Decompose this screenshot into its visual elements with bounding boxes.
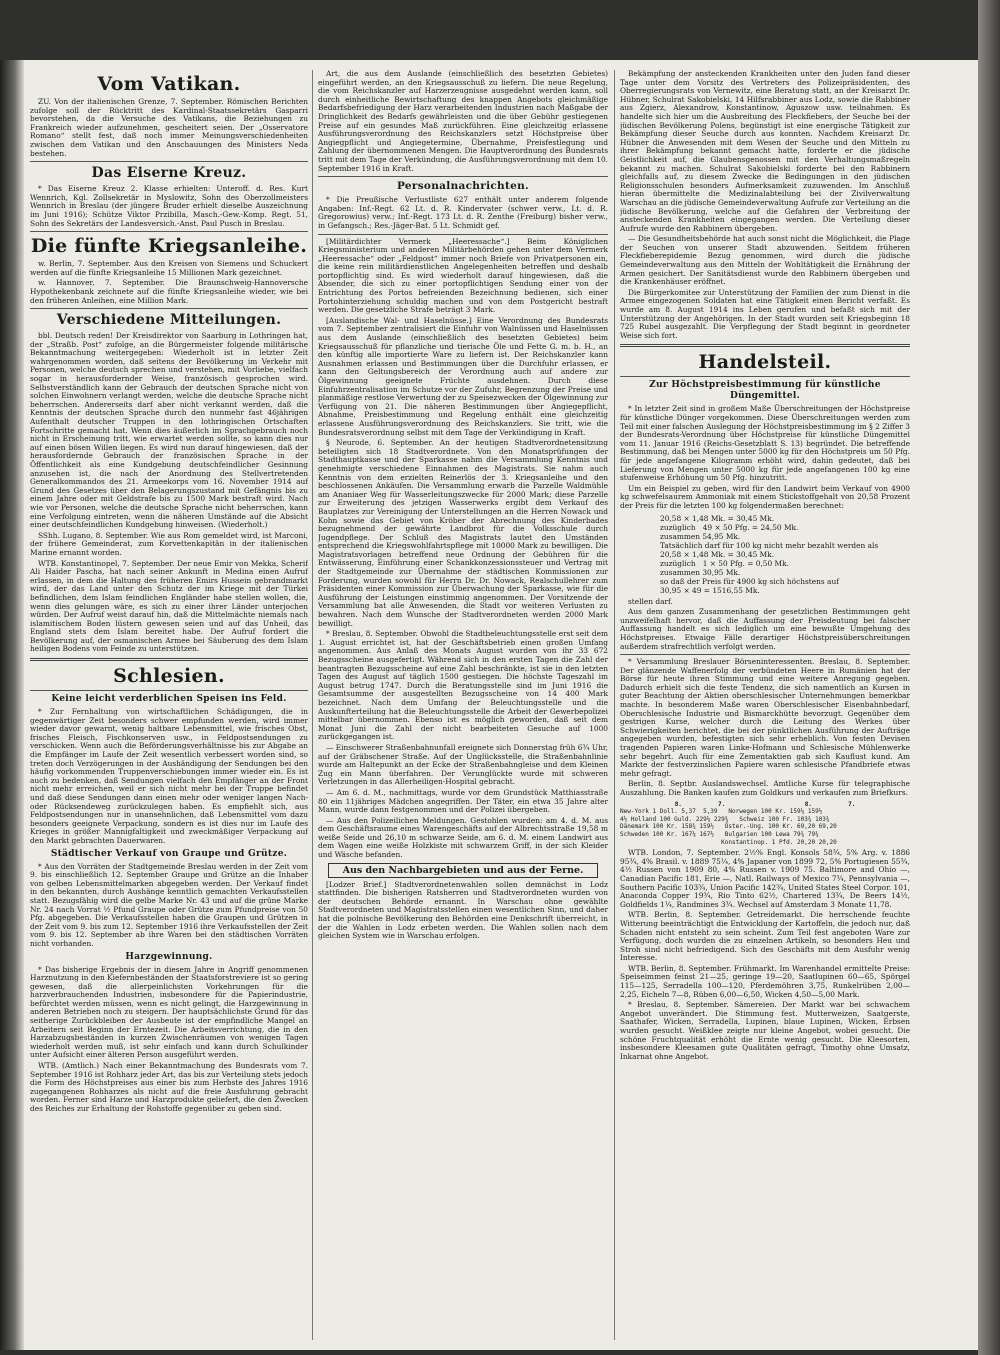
headline-kreuz: Das Eiserne Kreuz. <box>91 165 247 182</box>
column-2 <box>318 70 608 1340</box>
paragraph: * Die Preußische Verlustliste 627 enthält unter anderem folgende Angaben: Inf.-Regt. 62 Lt. d. R. Kindervater (schwer verw., Lt. d. R. Gregorowius) verw.; Inf.-Regt. 173 Lt. d. R. Zenthe (Freiburg) bisher verw., in Gefangsch.; Res.-Jäger-Bat. 5 Lt. Schmidt gef. <box>318 195 608 230</box>
paragraph: * Breslau, 8. September. Obwohl die Stadtbeleuchtungsstelle erst seit dem 1. August errichtet ist, hat der Geschäftsbetrieb einen großen Umfang angenommen. Aus Anlaß des Monats August wurden von ihr 33 672 Bezugsscheine ausgefertigt. Während sich in den ersten Tagen die Zahl der beantragten Bezugsscheine auf eine Zahl beschränkte, ist sie in den letzten Tagen des August auf täglich 1500 gestiegen. Die höchste Tageszahl im August betrug 1747. Durch die Beratungsstelle sind im Juni 1916 die Gesamtsumme der ausgestellten Bezugsscheine von 14 400 Mark bezeichnet. Nach dem Umfang der Beleuchtungsstelle und die Auskunfterteilung hat die Beleuchtungsstelle die Arbeit der Gewerbepolizei mittelbar übernommen. Ebenso ist es möglich geworden, daß seit dem Monat Juni die Zahl der nicht bearbeiteten Gesuche auf 1000 zurückgegangen ist. <box>318 629 608 742</box>
paragraph: Aus dem ganzen Zusammenhang der gesetzlichen Bestimmungen geht unzweifelhaft hervor, daß die Auffassung der Preisdeutung bei falscher Auffassung handelt es sich lediglich um eine bewußte Umgehung des Höchstpreises. Etwaige Fälle derartiger Höchstpreisüberschreitungen außerdem strafrechtlich verfolgt werden. <box>620 607 910 651</box>
paragraph: WTB. Berlin, 8. September. Frühmarkt. Im Warenhandel ermittelte Preise: Speiseimmen feinst 21—25, geringe 19—20, Saatlupinen 60—65, Spörgel 115—125, Serradella 100—120, Pferdemöhren 3,75, Runkelrüben 2,00—2,25, Eicheln 7—8, Rüben 6,00—6,50, Wicken 4,50—5,00 Mark. <box>620 963 910 999</box>
headline-schlesien: Schlesien. <box>113 665 225 688</box>
paragraph: — Einschwerer Straßenbahnunfall ereignete sich Donnerstag früh 6¾ Uhr, auf der Gräbschener Straße. Auf der Unglücksstelle, die Straßenbahnlinie wurde am Haltepunkt an der Ecke der Straßenbahngleise und dem Kleinen Zug ein Mann überfahren. Der Verunglückte wurde mit schweren Verletzungen in das Allerheiligen-Hospital gebracht. <box>318 742 608 787</box>
column-rule <box>312 70 313 1340</box>
calc-line: so daß der Preis für 4900 kg sich höchstens auf <box>660 576 839 586</box>
table-row: New-York 1 Doll. 5,37 5,39 Norwegen 100 Kr. 159¼ 159½ <box>620 808 823 816</box>
divider <box>620 654 910 655</box>
paragraph: * Aus den Vorräten der Stadtgemeinde Breslau werden in der Zeit vom 9. bis einschließlich 12. September Graupe und Grütze an die Inhaber von gelben Lebensmittelmarken abgegeben werden. Der Verkauf findet in den bekannten, durch Aushänge kenntlich gemachten Verkaufsstellen statt. Bezugsfähig wird die gelbe Marke Nr. 43 und auf die grüne Marke Nr. 24 nach Vorrat ½ Pfund Graupe oder Grütze zum Pfundpreise von 50 Pfg. abgegeben. Die Verkaufsstellen haben die Graupen und Grützen in der Zeit vom 9. bis zum 12. September 1916 ihre Verkaufsstellen der Zeit vom 9. bis 12. September ab ihre Waren bei den städtischen Vorräten nicht vorhanden. <box>30 861 308 948</box>
paragraph: * Versammlung Breslauer Börseninteressenten. Breslau, 8. September. Der glänzende Waffenerfolg der verbündeten Heere in Rumänien hat der Börse für heute ihren Stimmung und eine weitere Anregung gegeben. Dadurch erhielt sich die feste Tendenz, die sich namentlich an Kursen in guter Beachtung der Aktien oberschlesischer Unternehmungen bemerkbar machte. In besonderem Maße waren Oberschlesischer Eisenbahnbedarf, Oberschlesische Industrie und Bismarckhütte bevorzugt. Gegenüber dem gestrigen Kurse, welcher durch die Leitung des Werkes über Schwierigkeiten berichtet, die bei der pünktlichen Ausführung der Aufträge angegeben wurden, befestigten sich sehr erheblich. Von festen Devisen tragenden Papieren waren Linke-Hofmann und Schlesische Mühlenwerke sehr begehrt. Auch für eine Zementaktien gab sich Kauflust kund. Am Markte der festverzinslichen Papiere waren schlesische Pfandbriefe etwas mehr gefragt. <box>620 657 910 778</box>
paragraph: stellen darf. <box>628 596 673 606</box>
divider <box>318 234 608 235</box>
paragraph: * Breslau, 8. September. Sämereien. Der Markt war bei schwachem Angebot unverändert. Die Stimmung fest. Mutterweizen, Saatgerste, Saathafer, Wicken, Serradella, Lupinen, blaue Lupinen, Wicken, Erbsen wurden gesucht. Weißklee zeigte nur kleine Angebot, wobei gesucht. Die schöne Fruchtqualität erhöht die Ernte wenig gesucht. Die Kleesorten, insbesondere Kleesamen gute Qualitäten gefragt, Timothy ohne Umsatz, Inkarnat ohne Angebot. <box>620 1000 910 1061</box>
paragraph: ZU. Von der italienischen Grenze, 7. September. Römischen Berichten zufolge soll der Rücktritt des Kardinal-Staatssekretärs Gasparri bevorstehen, da die Versuche des Vatikans, die Beziehungen zu Frankreich wieder aufzunehmen, gescheitert seien. Der „Osservatore Romano“ stellt fest, daß noch immer Meinungsverschiedenheiten zwischen dem Vatikan und den Anschauungen des Ministers Neda bestehen. <box>30 97 308 158</box>
headline-ausland: Aus den Nachbargebieten und aus der Ferne. <box>328 863 598 878</box>
divider <box>318 176 608 177</box>
column-rule <box>614 70 615 1340</box>
headline-anleihe: Die fünfte Kriegsanleihe. <box>30 235 308 258</box>
page-binding-shadow <box>0 60 24 1350</box>
calc-line: 20,58 × 1,48 Mk. = 30,45 Mk. <box>660 549 775 559</box>
subheadline: Harzgewinnung. <box>125 951 213 962</box>
paragraph: * Das bisherige Ergebnis der in diesem Jahre in Angriff genommenen Harznutzung in den Kiefernbeständen der Staatsforstreviere ist so gering gewesen, daß die allerpeinlichsten Vorkehrungen für die harzverbrauchenden Industrien, insbesondere für die Papierindustrie, befürchtet werden müssen, wenn es nicht gelingt, die Harzgewinnung in anderen Betrieben noch zu steigern. Der hauptsächlichste Grund für das seitherige Zurückbleiben der Ausbeute ist der empfindliche Mangel an Arbeitern seit Beginn der Erntezeit. Die Arbeitsverrichtung, die in den Harzabzugsbeständen in kurzen Zwischenräumen von wenigen Tagen wiederholt werden muß, ist sehr einfach und kann durch Schulkinder unter Aufsicht einer älteren Person ausgeführt werden. <box>30 964 308 1060</box>
calc-line: zuzüglich 49 × 50 Pfg. = 24,50 Mk. <box>660 522 799 532</box>
headline-mitteilungen: Verschiedene Mitteilungen. <box>56 312 282 329</box>
paragraph: [Lodzer Brief.] Stadtverordnetenwahlen sollen demnächst in Lodz stattfinden. Die bisherigen Ratsherren und Stadtverordneten wurden von der deutschen Behörde ernannt. In Warschau ohne gewählte Stadtverordneten und Magistratsstellen einen wesentlichen Sinn, und daher hat die polnische Bevölkerung den Behörden eine Denkschrift überreicht, in der die Wahlen in Lodz erbeten werden. Die Wahlen sollen nach dem gleichen System wie in Warschau erfolgen. <box>318 879 608 941</box>
divider <box>620 344 910 347</box>
paragraph: [Auslandische Wal- und Haselnüsse.] Eine Verordnung des Bundesrats vom 7. September zentralisiert die Einfuhr von Walnüssen und Haselnüssen aus dem Auslande (einschließlich des besetzten Gebietes) beim Kriegsausschuß für pflanzliche und tierische Öle und Fette G. m. b. H., an den künftig alle importierte Ware zu liefern ist. Der Reichskanzler kann Ausnahmen erlassen und Bestimmungen über die Durchfuhr erlassen, er kann den Geltungsbereich der Verordnung auch auf andere zur Ölgewinnung geeignete Früchte ausdehnen. Durch diese Einfuhrzentralisation im Schutze vor der Zufuhr, Begrenzung der Preise und planmäßige restlose Verwertung der zu Speisezwecken der Ölgewinnung zur Verfügung von 21. Die näheren Bestimmungen über Angiegepflicht, Abnahme, Preisbestimmung und Regelung enthält eine gleichzeitig erlassene Ausführungsverordnung des Reichskanzlers. Sie tritt, wie die Bundesratsverordnung selbst mit dem Tage der Verkündigung in Kraft. <box>318 315 608 437</box>
calc-line: zusammen 30,95 Mk. <box>660 567 741 577</box>
divider <box>30 308 308 309</box>
subheadline: Zur Höchstpreisbestimmung für künstliche Düngemittel. <box>649 380 881 402</box>
paragraph: SShh. Lugano, 8. September. Wie aus Rom gemeldet wird, ist Marconi, der frühere Gemeinderat, zum Korvettenkapitän in der italienischen Marine ernannt worden. <box>30 530 308 557</box>
calc-line: 30,95 × 49 = 1516,55 Mk. <box>660 585 760 595</box>
subheadline: Städtischer Verkauf von Graupe und Grütze. <box>50 848 288 859</box>
paragraph: * In letzter Zeit sind in großem Maße Überschreitungen der Höchstpreise für künstliche Dünger vorgekommen. Diese Überschreitungen werden zum Teil mit einer falschen Auslegung der Höchstpreisbestimmung im § 2 Ziffer 3 der Bundesrats-Verordnung über Höchstpreise für künstliche Düngemittel vom 11. Januar 1916 (Reichs-Gesetzblatt S. 13) begründet. Die betreffende Bestimmung, daß bei Mengen unter 5000 kg für den Höchstpreis um 50 Pfg. für jede angefangene Kilogramm erhöht wird, dahin gedeutet, daß bei Lieferung von Mengen unter 5000 kg für jede angefangenen 100 kg eine stufenweise Erhöhung um 50 Pfg. hinzutritt. <box>620 404 910 483</box>
paragraph: WTB. Konstantinopel, 7. September. Der neue Emir von Mekka, Scherif Ali Haider Pascha, hat nach seiner Ankunft in Medina einen Aufruf erlassen, in dem die Haltung des früheren Emirs Hussein gebrandmarkt wird, der das Land unter den Schutz der im Kriege mit der Türkei befindlichen, dem Islam feindlichen Engländer habe stellen wollen, die, wenn dies gelungen wäre, es sich zu einer ihrer Länder unterjochen würden. Der Aufruf weist darauf hin, daß die Mittelmächte niemals nach islamitischem Boden lüstern gewesen seien und auf das Unheil, das England stets dem Islam bereitet habe. Der Aufruf fordert die Bevölkerung auf, der osmanischen Armee bei Säuberung des dem Islam heiligen Bodens vom Feinde zu unterstützen. <box>30 558 308 654</box>
paragraph: Bekämpfung der ansteckenden Krankheiten unter den Juden fand dieser Tage unter dem Vorsitz des Vertreters des Polizeipräsidenten, des Oberregierungsrats von Vernewitz, eine Beratung statt, an der Kreisarzt Dr. Hübner, Schulrat Sakobielski, 14 Hilfsrabbiner aus Lodz, sowie die Rabbiner aus Zgierz, Alexandrow, Konstantinow, Aguszow usw. teilnahmen. Es handelte sich hier um die Ausbreitung des Fleckfiebers, der Seuche bei der jüdischen Bevölkerung Polens, begünstigt ist eine energische Tätigkeit zur Bekämpfung dieser Seuche durch aus konnten. Nachdem Kreisarzt Dr. Hübner die Anwesenden mit dem Wesen der Seuche und den Mitteln zu ihrer Bekämpfung bekannt gemacht hatte, forderte er die jüdische Geistlichkeit auf, die Glaubensgenossen mit den Verhaltungsmaßregeln bekannt zu machen. Schulrat Sakobielski forderte bei den Rabbinern gleichfalls auf, zu diesem Zwecke die Bedingungen in den jüdischen Religionsschulen besonders Aufmerksamkeit zuzuwenden. Im Anschluß hieran übermittelte die Medizinalabteilung bei der Zivilverwaltung Warschau an die jüdische Gemeindeverwaltung Aufrufe zur Verteilung an die jüdische Bevölkerung, welche auf die Gefahren der Verbreitung der ansteckenden Krankheiten eingegangen werden. Die Verteilung dieser Aufrufe wurde den Rabbinern übergeben. <box>620 70 910 233</box>
page-edge <box>978 0 1000 1355</box>
table-header: 8. 7. 8. 7. <box>674 800 856 808</box>
headline-vatikan: Vom Vatikan. <box>97 73 241 95</box>
divider <box>30 161 308 162</box>
divider <box>620 376 910 377</box>
paragraph: WTB. London, 7. September. 2½% Engl. Konsols 58¾, 5% Arg. v. 1886 95¾, 4% Brasil. v. 1889 75¼, 4% Japaner von 1899 72, 5% Portugiesen 55¾, 4½ Russen von 1909 80, 4% Russen v. 1909 75. Baltimore and Ohio —, Canadian Pacific 181, Erie —, Natl. Railways of Mexico 7¾, Pennsylvania —, Southern Pacific 103¾, Union Pacific 142¾, United States Steel Corpor. 101, Anaconda Copper 19¾, Rio Tinto 62½, Chartered 13¾, De Beers 14½, Goldfields 1¼, Randmines 3¾. Wechsel auf Amsterdam 3 Monate 11,78. <box>620 848 910 909</box>
calc-line: zuzüglich 1 × 50 Pfg. = 0,50 Mk. <box>660 558 789 568</box>
paragraph: WTB. (Amtlich.) Nach einer Bekanntmachung des Bundesrats vom 7. September 1916 ist Rohharz jeder Art, das bis zur Verteilung stets jedoch die Form des Höchstpreises aus einer bis zum Herbste des Jahres 1916 zugegangenen Rohharzes als nicht auf die freie Ausfuhrung gebracht worden. Ferner sind Harze und Harzprodukte geliefert, die den Zwecken des Reiches zur Erhaltung der Rohstoffe gegenüber zu geben sind. <box>30 1061 308 1113</box>
paragraph: [Militärdichter Vermerk „Heeressache“.] Beim Königlichen Kriegsministerium und anderen Militärbehörden gehen unter dem Vermerk „Heeressache“ oder „Feldpost“ immer noch Briefe von Privatpersonen ein, die keine rein militärdienstlichen Angelegenheiten betreffen und deshalb portopflichtig sind. Es wird wiederholt darauf hingewiesen, daß die Absender, die sich zu einer portopflichtigen Sendung einer von der Entrichtung des Portos befreienden Bezeichnung bedienen, sich einer Portohinterziehung schuldig machen und von dem Postgericht bestraft werden. Die gesetzliche Strafe beträgt 3 Mark. <box>318 236 608 315</box>
divider <box>30 690 308 691</box>
exchange-table <box>620 801 910 847</box>
subheadline: Keine leicht verderblichen Speisen ins Feld. <box>51 694 287 705</box>
price-calculation <box>660 514 910 595</box>
table-row: Dänemark 100 Kr. 158¾ 159½ Öster.-Ung. 100 Kr. 69,20 69,20 <box>620 823 837 831</box>
table-row: Schweden 100 Kr. 167¼ 167½ Bulgarien 100 Lewa 79¾ 79¾ <box>620 830 819 838</box>
divider <box>30 658 308 661</box>
paragraph: bbl. Deutsch reden! Der Kreisdirektor von Saarburg in Lothringen hat, der „Straßb. Post“ zufolge, an die Bürgermeister folgende militärische Bekanntmachung weitergegeben: Wiederholt ist in letzter Zeit wahrgenommen worden, daß seitens der Bevölkerung im Verkehr mit Personen, welche deutsch sprechen und verstehen, mit Vorliebe, vielfach sogar in herausfordernder Weise, französisch gesprochen wird. Selbstverständlich kann der Gebrauch der deutschen Sprache nicht von solchen Einwohnern verlangt werden, welche die deutsche Sprache nicht beherrschen. Andererseits darf aber nicht verkannt werden, daß die Kenntnis der deutschen Sprache durch den nunmehr fast 46jährigen Aufenthalt deutscher Truppen in den lothringischen Ortschaften Fortschritte gemacht hat. Wenn dies äußerlich im Sprachgebrauch noch nicht in Erscheinung tritt, wie erwartet werden sollte, so kann dies nur auf einen bösen Willen liegen. Es wird nun darauf hingewiesen, daß der herausfordernde Gebrauch der französischen Sprache in der Öffentlichkeit als eine Kundgebung deutschfeindlicher Gesinnung anzusehen ist, die nach der Anordnung des Stellvertretenden Generalkommandos des 21. Armeekorps vom 16. November 1914 auf Grund des Gesetzes über den Belagerungszustand mit Gefängnis bis zu einem Jahre oder mit Geldstrafe bis zu 1500 Mark bestraft wird. Nach wie vor Personen, welche die deutsche Sprache nicht beherrschen, kann eine Verfolgung eintreten, wenn die näheren Umstände auf die Absicht einer deutschfeindlichen Kundgebung hinweisen. (Wiederholt.) <box>30 331 308 530</box>
paragraph: Berlin, 8. Septbr. Auslandswechsel. Amtliche Kurse für telegraphische Auszahlung. Die Banken kaufen zum Goldkurs und verkaufen zum Briefkurs. <box>620 779 910 797</box>
paragraph: Art, die aus dem Auslande (einschließlich des besetzten Gebietes) eingeführt werden, an den Kriegsausschuß zu liefern. Die neue Regelung, die vom Reichskanzler auf Harzerzeugnisse ausgedehnt werden kann, soll durch einheitliche Bewirtschaftung des knappen Angebots gleichmäßige Bedarfsbefriedigung der Harz verarbeitenden Industrien nach Maßgabe der Dringlichkeit des Bedarfs gewährleisten und die über Gebühr gestiegenen Preise auf ein gesundes Maß zurückführen. Eine gleichzeitig erlassene Ausführungsverordnung des Reichskanzlers setzt Höchstpreise über Angiegpflicht und Angiegetermine, Übernahme, Preisfestlegung und Zahlung der übernommenen Mengen. Die Hauptverordnung des Bundesrats tritt mit dem Tage der Verkündung, die Ausführungsverordnung mit dem 10. September 1916 in Kraft. <box>318 70 608 173</box>
column-3 <box>620 70 910 1340</box>
paragraph: — Die Gesundheitsbehörde hat auch sonst nicht die Möglichkeit, die Plage der Seuchen von unserer Stadt abzuwenden. Seitdem früheren Fleckfieberepidemie Bezug genommen, wird durch die jüdische Gemeindeverwaltung aus den Mitteln der Wohltätigkeit die Ernährung der Armen gesichert. Der Sanitätsdienst wurde den Rabbinern übergeben und die Krankenhäuser eröffnet. <box>620 234 910 287</box>
divider <box>30 231 308 232</box>
paragraph: w. Berlin, 7. September. Aus den Kreisen von Siemens und Schuckert werden auf die fünfte Kriegsanleihe 15 Millionen Mark gezeichnet. <box>30 259 308 277</box>
table-row: 4½ Holland 100 Guld. 229¼ 229¾ Schweiz 100 Fr. 103¾ 103¾ <box>620 815 830 823</box>
headline-handel: Handelsteil. <box>698 351 832 374</box>
table-row: Konstantinop. 1 Pfd. 20,20 20,20 <box>620 838 837 846</box>
paragraph: * Das Eiserne Kreuz 2. Klasse erhielten: Unteroff. d. Res. Kurt Wennrich, Kgl. Zollsekretär in Myslowitz, Sohn des Oberzollmeisters Wennrich in Breslau (der jüngere Bruder erhielt dieselbe Auszeichnung im Juni 1916); Schütze Viktor Przibilla, Masch.-Gew.-Komp. Regt. 51, Sohn des Sekretärs der Landesversich.-Anst. Paul Pusch in Breslau. <box>30 184 308 228</box>
paragraph: WTB. Berlin, 8. September. Getreidemarkt. Die herrschende feuchte Witterung beeinträchtigt die Entwicklung der Kartoffeln, die jedoch nur, daß Schaden nicht entsteht zu sein scheint. Zum Teil fest angeboten Ware zur Verfügung, doch wurden die zu einzelnen Artikeln, so besonders Heu und Stroh sind nicht befriedigend. Sich des Geschäfts mit dem Ausfuhr wenig Interesse. <box>620 910 910 963</box>
paragraph: Um ein Beispiel zu geben, wird für den Landwirt beim Verkauf von 4900 kg schwefelsaurem Ammoniak mit einem Stickstoffgehalt von 20,58 Prozent der Preis für die letzten 100 kg folgendermaßen berechnet: <box>620 483 910 510</box>
calc-line: zusammen 54,95 Mk. <box>660 531 741 541</box>
paragraph: Die Bürgerkomitee zur Unterstützung der Familien der zum Dienst in die Armee eingezogenen Soldaten hat eine Tätigkeit einen Bericht verfaßt. Es wurde am 8. August 1914 ins Leben gerufen und befaßt sich mit der Unterstützung der Angehörigen. In der Stadt wurden seit Kriegsbeginn 18 725 Rubel ausgezahlt. Die Verpflegung der Stadt beginnt in geordneter Weise sich fort. <box>620 287 910 340</box>
calc-line: Tatsächlich darf für 100 kg nicht mehr bezahlt werden als <box>660 540 879 550</box>
paragraph: * Zur Fernhaltung von wirtschaftlichen Schädigungen, die in gegenwärtiger Zeit besonders schwer empfunden werden, wird immer wieder davor gewarnt, wenig haltbare Lebensmittel, wie frisches Obst, frisches Fleisch, Fischkonserven usw., in Feldpostsendungen zu verschicken. Wenn auch die Beförderungsverhältnisse bis zur Abgabe an die Empfänger im Laufe der Zeit wesentlich verbessert worden sind, so treten doch Verzögerungen in der Aushändigung der Sendungen bei den häufig vorkommenden Truppenverschiebungen immer wieder ein. Es ist auch zu bedenken, daß Sendungen vielfach den Empfänger an der Front nicht mehr erreichen, weil er sich nicht mehr bei der Truppe befindet und daß diese Sendungen dann einen mehr oder weniger langen Nach- oder Rücksendeweg zurückzulegen haben. Es empfiehlt sich, aus Feldpostsendungen nur in unansehnlichen, daß Lebensmittel vom dazu besonders geeignete Verpackung, sondern es ist dies nur im Laufe des Krieges in größer Mannigfaltigkeit und zweckmäßiger Verpackung auf den Markt gebrachten Dauerwaren. <box>30 707 308 845</box>
column-1 <box>30 70 308 1340</box>
headline-personal: Personalnachrichten. <box>397 180 529 193</box>
paragraph: § Neurode, 6. September. An der heutigen Stadtverordnetensitzung beteiligten sich 18 Stadtverordnete. Von den Monatsprüfungen der Stadthauptkasse und der Sparkasse nahm die Versammlung Kenntnis und genehmigte verschiedene Einnahmen des Magistrats. Sie nahm auch Kenntnis von dem erzielten Reinerlös der 3. Kriegsanleihe und den beschlossenen Ankäufen. Die Versammlung erwarb die Parzelle Waldmühle am Ananiaer Weg für Wasserleitungszwecke für 2000 Mark; diese Parzelle zur Erweiterung des jetzigen Wasserwerks ergibt dem Verkauf des Bauplatzes zur Vereinigung der Unterstellungen an die Herren Nowack und Kohn sowie das Gebiet von Kröber der Abrechnung des Kinderbades bezugnehmend der gewährte Landbrot für die Volksschule durch Jugendpflege. Der Schluß des Magistrats lautet den Umständen entsprechend die Kriegswohlfahrtspflege mit 10000 Mark zu bewilligen. Die Magistratsvorlagen betreffend neue Ordnung der Gebühren für die Entwässerung, Einführung einer Schankkonzessionssteuer und Vertrag mit der Stadtgemeinde zur Übernahme der städtischen Kommissionen zur Forderung, wurden sowohl für Herrn Dr. Dr. Nowack, Realschullehrer zum Präsidenten einer Kommission zur Überwachung der Sparkasse, wie für die Ausführung der Leistungen einstimmig angenommen. Der Vorsitzende der Versammlung bat alle Anwesenden, die Stadt vor weiteren Verlusten zu bewahren. Nach dem Wunsche der Stadtverordneten werden 2000 Mark bewilligt. <box>318 438 608 628</box>
calc-line: 20,58 × 1,48 Mk. = 30,45 Mk. <box>660 513 775 523</box>
paragraph: — Am 6. d. M., nachmittags, wurde vor dem Grundstück Matthiasstraße 80 ein 11jähriges Mädchen angegriffen. Der Täter, ein etwa 35 Jahre alter Mann, wurde dann festgenommen und der Polizei übergeben. <box>318 787 608 815</box>
paragraph: — Aus den Polizeilichen Meldungen. Gestohlen wurden: am 4. d. M. aus dem Geschäftsraume eines Warengeschäfts auf der Albrechtsstraße 19,58 m weiße Seide und 26,10 m schwarze Seide, am 6. d. M. einem Landwirt aus dem Wagen eine weiße Holzkiste mit schwarzem Griff, in der sich Kleider und Wäsche befanden. <box>318 815 608 860</box>
paragraph: w. Hannover, 7. September. Die Braunschweig-Hannoversche Hypothekenbank zeichnete auf die fünfte Kriegsanleihe wieder, wie bei den früheren Anleihen, eine Million Mark. <box>30 278 308 305</box>
